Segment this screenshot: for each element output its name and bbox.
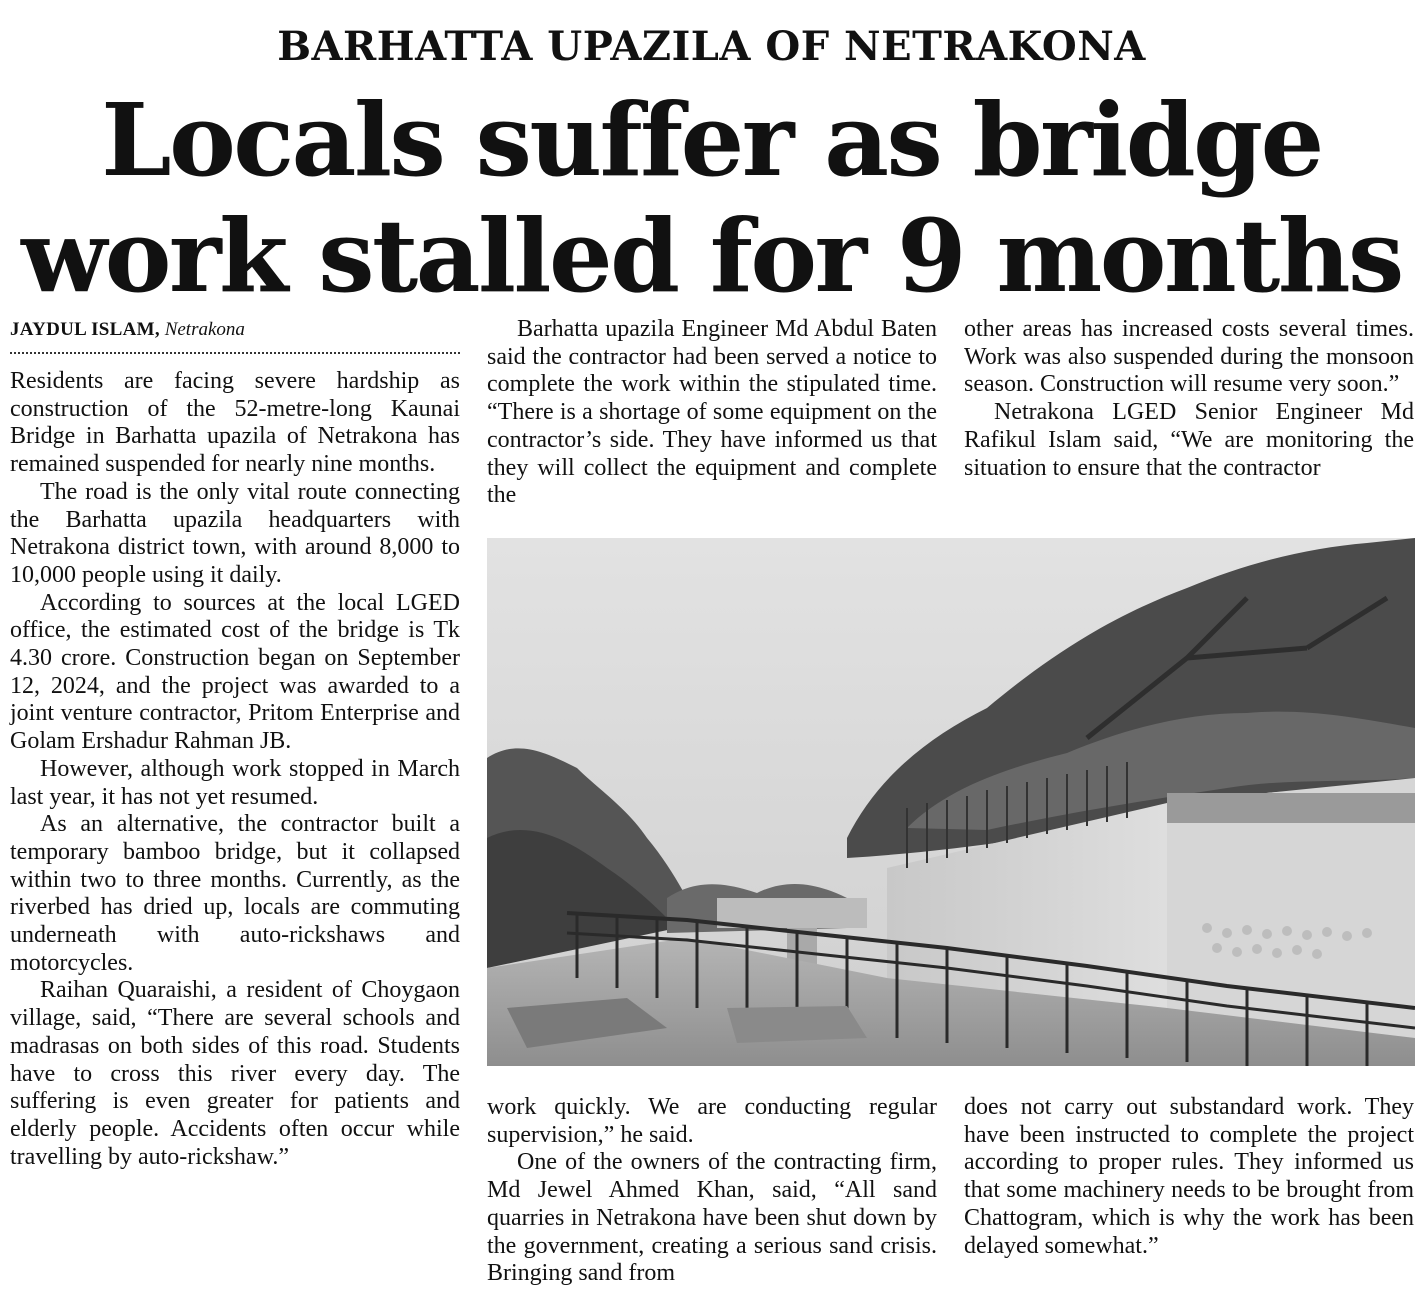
paragraph: According to sources at the local LGED office, the estimated cost of the bridge is Tk 4.30 crore. Construction began on September 12, 2024, and the project was awarded to a joint venture contractor, Pritom Enterprise and Golam Ershadur Rahman JB.: [10, 589, 460, 755]
column-3-top: [964, 316, 1414, 482]
paragraph: However, although work stopped in March last year, it has not yet resumed.: [10, 755, 460, 810]
column-2-top: [487, 316, 937, 510]
paragraph: Residents are facing severe hardship as construction of the 52-metre-long Kaunai Bridge in Barhatta upazila of Netrakona has remained suspended for nearly nine months.: [10, 368, 460, 478]
column-3-bottom: [964, 1094, 1414, 1260]
paragraph-continued: work quickly. We are conducting regular supervision,” he said.: [487, 1094, 937, 1148]
byline-divider: [10, 352, 460, 354]
column-2-bottom: [487, 1094, 937, 1288]
paragraph-continued: other areas has increased costs several times. Work was also suspended during the monsoon season. Construction will resume very soon.”: [964, 316, 1414, 398]
byline-author: JAYDUL ISLAM,: [10, 319, 160, 340]
byline: [10, 316, 460, 344]
paragraph: Raihan Quaraishi, a resident of Choygaon village, said, “There are several schools and madrasas on both sides of this road. Students have to cross this river every day. The suffering is even greater for patients and elderly people. Accidents often occur while travelling by auto-rickshaw.”: [10, 977, 460, 1170]
paragraph: The road is the only vital route connecting the Barhatta upazila headquarters with Netrakona district town, with around 8,000 to 10,000 people using it daily.: [10, 478, 460, 588]
headline-line-1: Locals suffer as bridge: [101, 81, 1322, 199]
paragraph: As an alternative, the contractor built a temporary bamboo bridge, but it collapsed within two to three months. Currently, as the riverbed has dried up, locals are commuting underneath with auto-rickshaws and motorcycles.: [10, 811, 460, 976]
headline-line-2: work stalled for 9 months: [21, 197, 1402, 315]
kicker: BARHATTA UPAZILA OF NETRAKONA: [277, 23, 1146, 70]
paragraph: One of the owners of the contracting firm, Md Jewel Ahmed Khan, said, “All sand quarries in Netrakona have been shut down by the government, creating a serious sand crisis. Bringing sand from: [487, 1149, 937, 1287]
column-1: [10, 368, 460, 1171]
paragraph: Netrakona LGED Senior Engineer Md Rafikul Islam said, “We are monitoring the situation to ensure that the contractor: [964, 399, 1414, 481]
paragraph: Barhatta upazila Engineer Md Abdul Baten said the contractor had been served a notice to complete the work within the stipulated time. “There is a shortage of some equipment on the contractor’s side. They have informed us that they will collect the equipment and complete the: [487, 316, 937, 509]
headline: [0, 82, 1423, 314]
byline-location: Netrakona: [164, 319, 245, 340]
paragraph-continued: does not carry out substandard work. They have been instructed to complete the project according to proper rules. They informed us that some machinery needs to be brought from Chattogram, which is why the work has been delayed somewhat.”: [964, 1094, 1414, 1259]
bridge-construction-photo: [487, 538, 1415, 1066]
